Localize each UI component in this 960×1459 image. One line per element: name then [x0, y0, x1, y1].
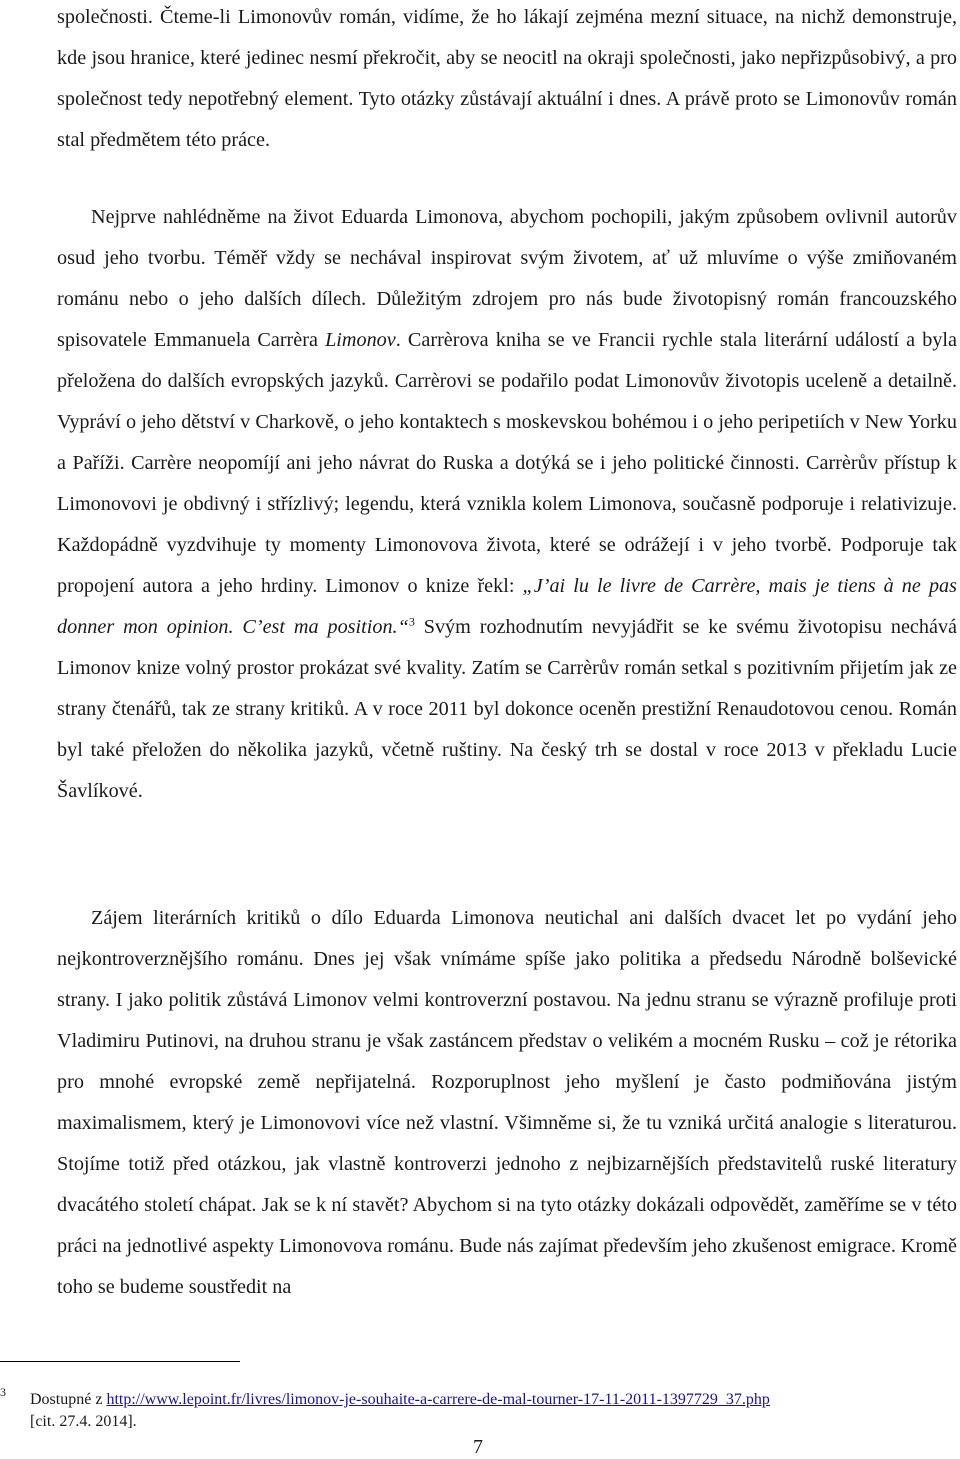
paragraph-2-text-c: Svým rozhodnutím nevyjádřit se ke svému životopisu nechává Limonov knize volný prostor prokázat své kvality. Zatím se Carrèrův román setkal s pozitivním přijetím jak ze strany čtenářů, tak ze strany kritiků. A v roce 2011 byl dokonce oceněn prestižní Renaudotovou cenou. Román byl také přeložen do několika jazyků, včetně ruštiny. Na český trh se dostal v roce 2013 v překladu Lucie Šavlíkové.	[57, 616, 957, 802]
paragraph-3: Zájem literárních kritiků o dílo Eduarda Limonova neutichal ani dalších dvacet let po vydání jeho nejkontroverznějšího románu. Dnes jej však vnímáme spíše jako politika a předsedu Národně bolševické strany. I jako politik zůstává Limonov velmi kontroverzní postavou. Na jednu stranu se výrazně profiluje proti Vladimiru Putinovi, na druhou stranu je však zastáncem představ o velikém a mocném Rusku – což je rétorika pro mnohé evropské země nepřijatelná. Rozporuplnost jeho myšlení je často podmiňována jistým maximalismem, který je Limonovovi více než vlastní. Všimněme si, že tu vzniká určitá analogie s literaturou. Stojíme totiž před otázkou, jak vlastně kontroverzi jednoho z nejbizarnějších představitelů ruské literatury dvacátého století chápat. Jak se k ní stavět? Abychom si na tyto otázky dokázali odpovědět, zaměříme se v této práci na jednotlivé aspekty Limonovova románu. Bude nás zajímat především jeho zkušenost emigrace. Kromě toho se budeme soustředit na	[57, 907, 957, 1298]
paragraph-2-text-a: Nejprve nahlédněme na život Eduarda Limonova, abychom pochopili, jakým způsobem ovlivnil autorův osud jeho tvorbu. Téměř vždy se nechával inspirovat svým životem, ať už mluvíme o výše zmiňovaném románu nebo o jeho dalších dílech. Důležitým zdrojem pro nás bude životopisný román francouzského spisovatele Emmanuela Carrèra	[57, 206, 957, 351]
footnote-separator	[0, 1361, 240, 1362]
footnote-citation: [cit. 27.4. 2014].	[30, 1413, 137, 1430]
footnote-reference[interactable]: 3	[408, 614, 415, 629]
footnote-link[interactable]: http://www.lepoint.fr/livres/limonov-je-souhaite-a-carrere-de-mal-tourner-17-11-2011-1397729_37.php	[106, 1391, 770, 1408]
paragraph-2-text-b: . Carrèrova kniha se ve Francii rychle stala literární událostí a byla přeložena do dalších evropských jazyků. Carrèrovi se podařilo podat Limonovův životopis uceleně a detailně. Vypráví o jeho dětství v Charkově, o jeho kontaktech s moskevskou bohémou i o jeho peripetiích v New Yorku a Paříži. Carrère neopomíjí ani jeho návrat do Ruska a dotýká se i jeho politické činnosti. Carrèrův přístup k Limonovovi je obdivný i střízlivý; legendu, která vznikla kolem Limonova, současně podporuje i relativizuje. Každopádně vyzdvihuje ty momenty Limonovova života, které se odrážejí i v jeho tvorbě. Podporuje tak propojení autora a jeho hrdiny. Limonov o knize řekl:	[57, 329, 957, 597]
paragraph-2	[57, 197, 957, 812]
footnote-body	[30, 1389, 955, 1433]
page-number: 7	[473, 1436, 483, 1458]
limonov-quote: „J’ai lu le livre de Carrère, mais je tiens à ne pas donner mon opinion. C’est ma position.“	[57, 575, 957, 638]
footnote-number: 3	[0, 1385, 6, 1399]
paragraph-1: společnosti. Čteme-li Limonovův román, vidíme, že ho lákají zejména mezní situace, na nichž demonstruje, kde jsou hranice, které jedinec nesmí překročit, aby se neocitl na okraji společnosti, jako nepřizpůsobivý, a pro společnost tedy nepotřebný element. Tyto otázky zůstávají aktuální i dnes. A právě proto se Limonovův román stal předmětem této práce.	[57, 6, 957, 151]
footnote-prefix: Dostupné z	[30, 1391, 107, 1408]
book-title-limonov: Limonov	[325, 329, 396, 351]
